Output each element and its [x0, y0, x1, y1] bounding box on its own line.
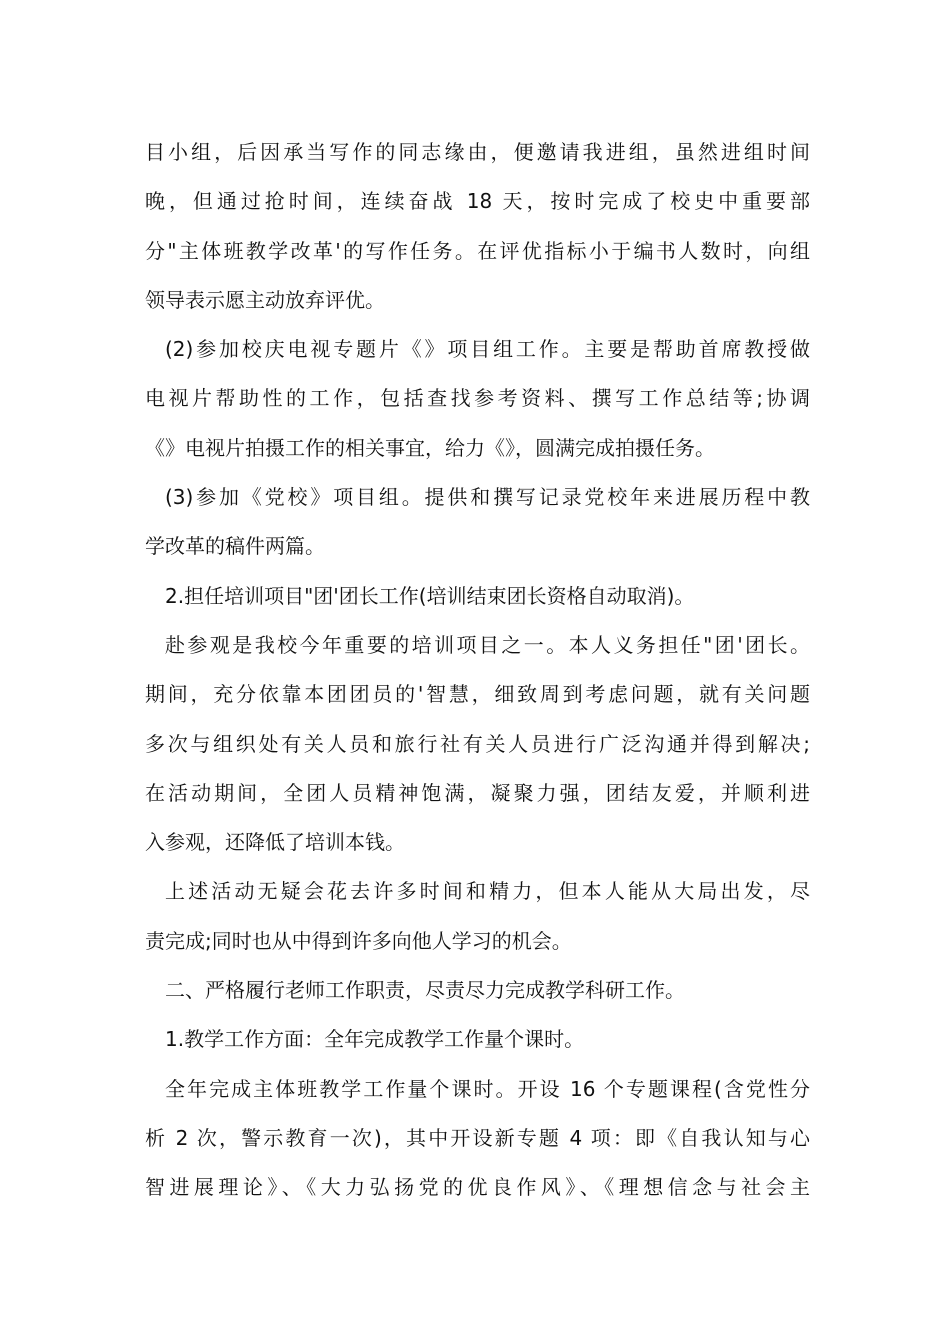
text-line: 1.教学工作方面：全年完成教学工作量个课时。 — [165, 1027, 585, 1052]
text-line: 入参观，还降低了培训本钱。 — [145, 830, 405, 855]
text-line: 二、严格履行老师工作职责，尽责尽力完成教学科研工作。 — [165, 978, 685, 1003]
text-line: 2.担任培训项目"团'团长工作(培训结束团长资格自动取消)。 — [165, 583, 695, 608]
text-line: 晚，但通过抢时间，连续奋战 18 天，按时完成了校史中重要部 — [145, 189, 810, 214]
paragraph-3 — [145, 473, 810, 572]
text-line: 智进展理论》、《大力弘扬党的优良作风》、《理想信念与社会主 — [145, 1175, 810, 1200]
text-line: 领导表示愿主动放弃评优。 — [145, 287, 385, 312]
subheading-teaching — [145, 1015, 810, 1064]
text-line: 责完成;同时也从中得到许多向他人学习的机会。 — [145, 928, 572, 953]
text-line: (2)参加校庆电视专题片《》项目组工作。主要是帮助首席教授做 — [165, 337, 810, 362]
text-line: 分"主体班教学改革'的写作任务。在评优指标小于编书人数时，向组 — [145, 238, 810, 263]
text-line: (3)参加《党校》项目组。提供和撰写记录党校年来进展历程中教 — [165, 485, 810, 510]
document-body — [145, 128, 810, 1213]
text-line: 析 2 次，警示教育一次)，其中开设新专题 4 项：即《自我认知与心 — [145, 1125, 810, 1150]
paragraph-1 — [145, 128, 810, 325]
text-line: 目小组，后因承当写作的同志缘由，便邀请我进组，虽然进组时间 — [145, 140, 810, 164]
section-heading-2 — [145, 966, 810, 1015]
paragraph-9 — [145, 1065, 810, 1213]
text-line: 赴参观是我校今年重要的培训项目之一。本人义务担任"团'团长。 — [165, 632, 810, 657]
text-line: 多次与组织处有关人员和旅行社有关人员进行广泛沟通并得到解决; — [145, 731, 810, 756]
text-line: 期间，充分依靠本团团员的'智慧，细致周到考虑问题，就有关问题 — [145, 682, 810, 707]
text-line: 在活动期间，全团人员精神饱满，凝聚力强，团结友爱，并顺利进 — [145, 780, 810, 805]
text-line: 《》电视片拍摄工作的相关事宜，给力《》，圆满完成拍摄任务。 — [145, 435, 715, 460]
text-line: 学改革的稿件两篇。 — [145, 534, 325, 559]
paragraph-6 — [145, 867, 810, 966]
text-line: 电视片帮助性的工作，包括查找参考资料、撰写工作总结等;协调 — [145, 386, 810, 411]
paragraph-5 — [145, 621, 810, 867]
text-line: 上述活动无疑会花去许多时间和精力，但本人能从大局出发，尽 — [165, 879, 810, 904]
paragraph-4 — [145, 572, 810, 621]
text-line: 全年完成主体班教学工作量个课时。开设 16 个专题课程(含党性分 — [165, 1076, 810, 1101]
paragraph-2 — [145, 325, 810, 473]
